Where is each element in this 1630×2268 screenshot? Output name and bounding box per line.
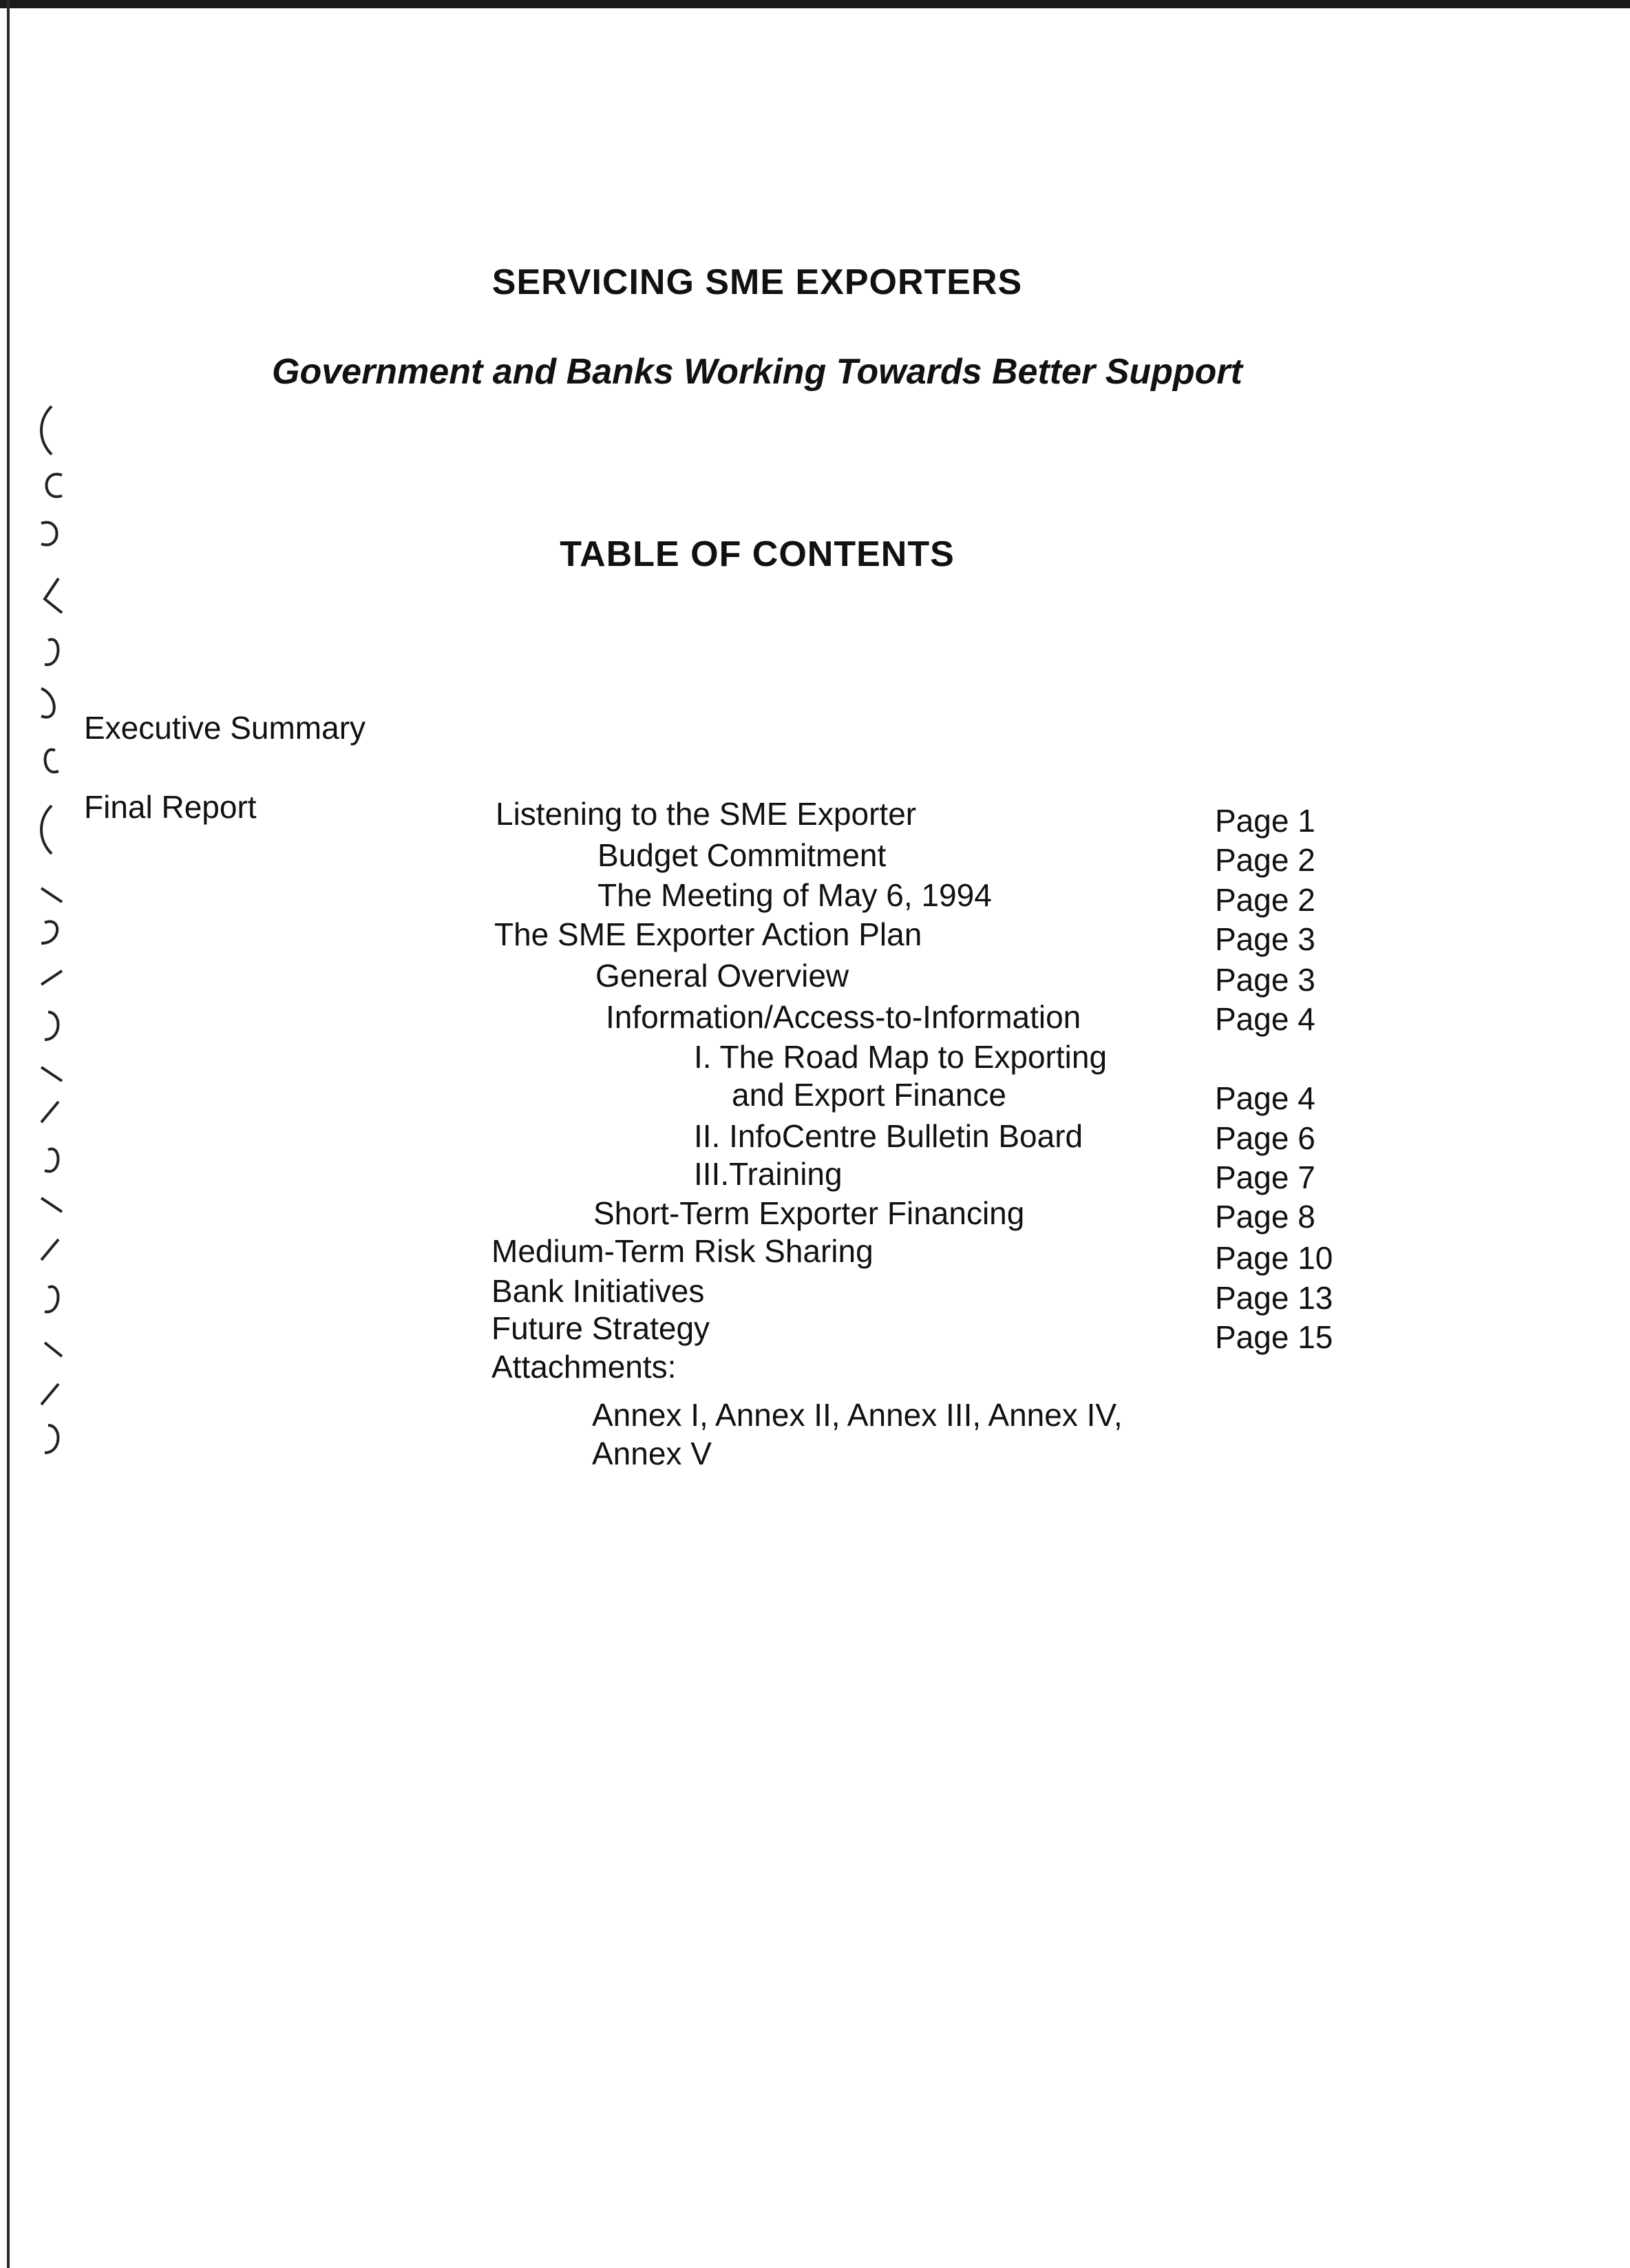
toc-entry: The SME Exporter Action Plan xyxy=(494,916,922,952)
toc-entry: and Export Finance xyxy=(732,1077,1006,1113)
scan-left-edge xyxy=(7,0,10,2268)
toc-entry: Information/Access-to-Information xyxy=(606,999,1081,1035)
toc-entry: Annex V xyxy=(592,1436,712,1471)
toc-entry: General Overview xyxy=(595,958,849,994)
toc-entry: II. InfoCentre Bulletin Board xyxy=(694,1118,1083,1154)
toc-entry: Budget Commitment xyxy=(597,837,887,873)
document-title: SERVICING SME EXPORTERS xyxy=(491,262,1023,302)
document-subtitle: Government and Banks Working Towards Better Support xyxy=(272,352,1242,392)
toc-entry: III.Training xyxy=(694,1156,843,1192)
toc-page-number: Page 3 xyxy=(1215,962,1315,998)
toc-entry: Medium-Term Risk Sharing xyxy=(491,1233,874,1269)
toc-page-number: Page 2 xyxy=(1215,842,1315,878)
toc-entry: I. The Road Map to Exporting xyxy=(694,1039,1108,1075)
toc-page-number: Page 2 xyxy=(1215,882,1315,918)
toc-entry: Annex I, Annex II, Annex III, Annex IV, xyxy=(592,1397,1123,1433)
section-executive-summary: Executive Summary xyxy=(84,710,366,746)
toc-page-number: Page 4 xyxy=(1215,1001,1315,1037)
toc-page-number: Page 10 xyxy=(1215,1240,1333,1276)
toc-page-number: Page 7 xyxy=(1215,1159,1315,1195)
scan-top-edge xyxy=(0,0,1630,8)
toc-heading: TABLE OF CONTENTS xyxy=(560,534,955,574)
toc-page-number: Page 13 xyxy=(1215,1280,1333,1316)
toc-entry: Bank Initiatives xyxy=(491,1273,705,1309)
toc-entry: Short-Term Exporter Financing xyxy=(593,1195,1025,1231)
toc-page-number: Page 3 xyxy=(1215,921,1315,957)
toc-entry: Listening to the SME Exporter xyxy=(496,796,917,832)
toc-entry: The Meeting of May 6, 1994 xyxy=(597,877,992,913)
toc-page-number: Page 1 xyxy=(1215,803,1315,839)
toc-entry: Attachments: xyxy=(491,1349,677,1385)
toc-page-number: Page 8 xyxy=(1215,1199,1315,1235)
toc-entry: Future Strategy xyxy=(491,1310,710,1346)
toc-page-number: Page 15 xyxy=(1215,1319,1333,1355)
toc-page-number: Page 6 xyxy=(1215,1120,1315,1156)
section-final-report: Final Report xyxy=(84,789,257,825)
toc-page-number: Page 4 xyxy=(1215,1080,1315,1116)
